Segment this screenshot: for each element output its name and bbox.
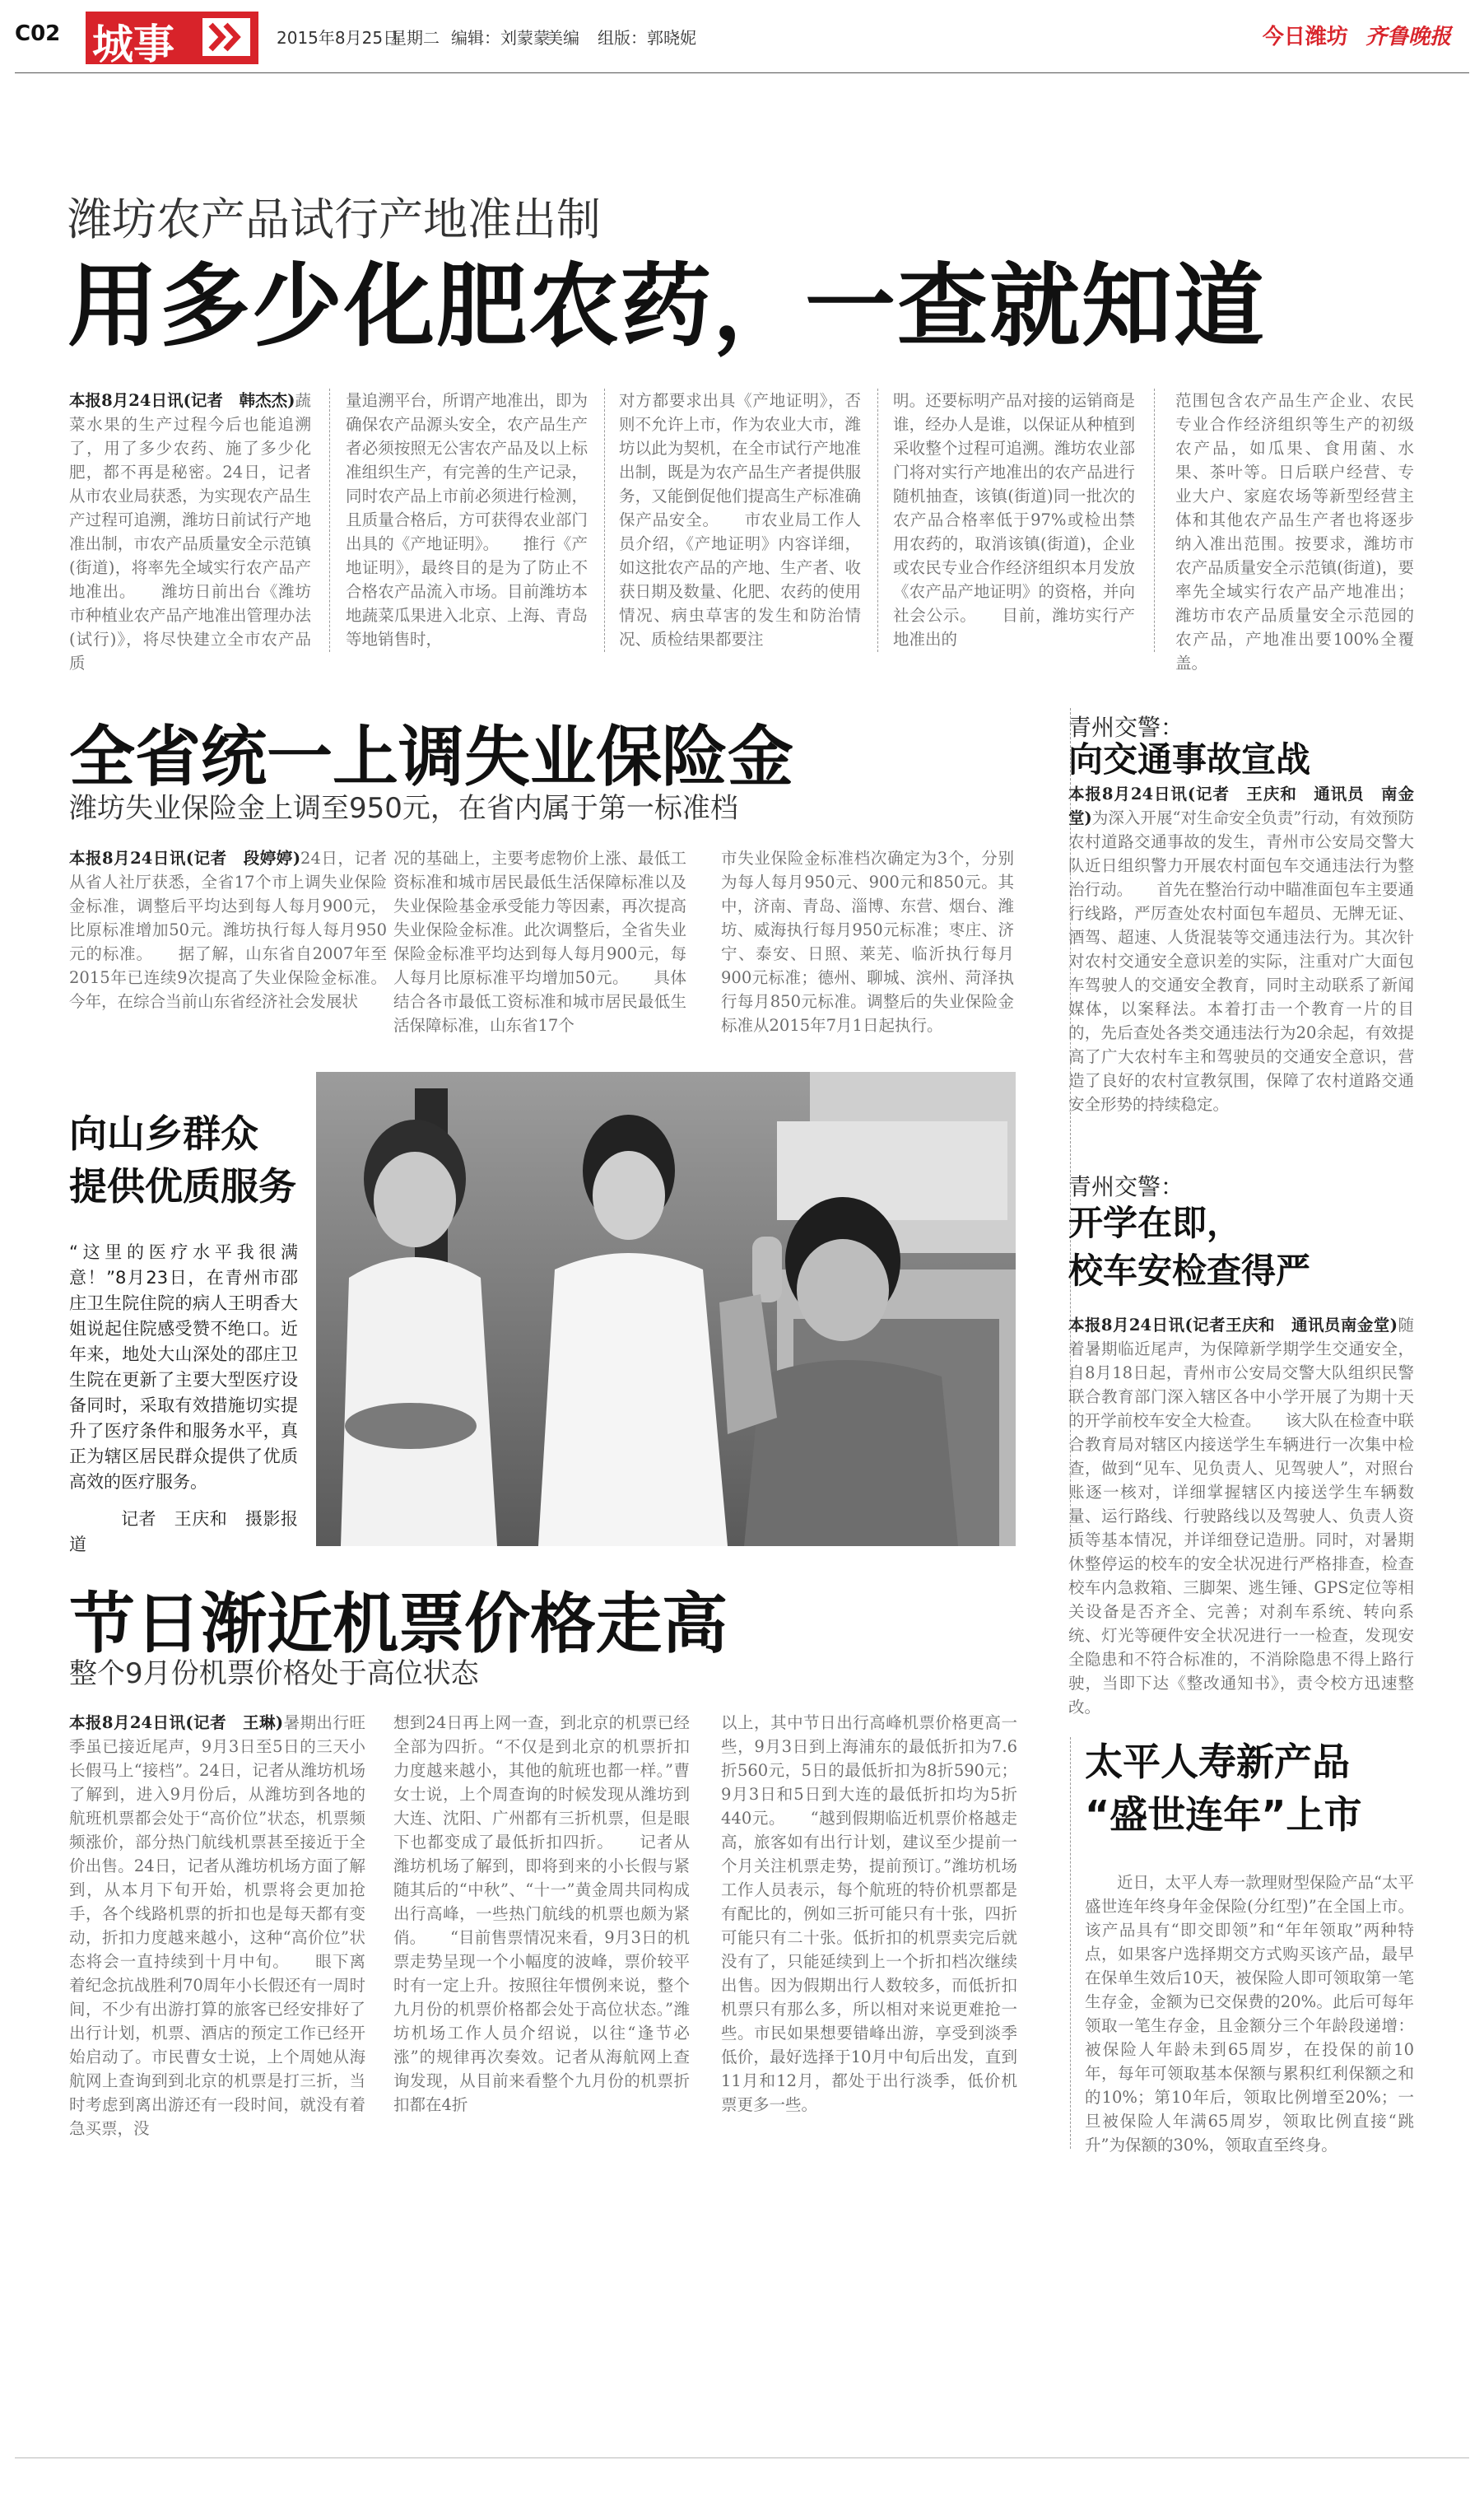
sidebar-divider [1070, 1737, 1071, 2149]
page-number: C02 [15, 21, 61, 46]
lead-column-3: 对方都要求出具《产地证明》，否则不允许上市，作为农业大市，潍坊以此为契机，在全市试行产地准出制，既是为农产品生产者提供服务，又能倒促他们提高生产标准确保产品安全。 市农业局工作人员介绍，《产地证明》内容详细，如这批农产品的产地、生产者、收获日期及数量、化肥、农药的使用情况、病虫草害的发生和防治情况、质检结果都要注 [619, 391, 861, 649]
side1-text: 为深入开展“对生命安全负责”行动，有效预防农村道路交通事故的发生，青州市公安局交警大队近日组织警力开展农村面包车交通违法行为整治行动。 首先在整治行动中瞄准面包车主要通行线路，严厉查处农村面包车超员、无牌无证、酒驾、超速、人货混装等交通违法行为。其次针对农村交通安全意识差的实际，注重对广大面包车驾驶人的交通安全教育，同时主动联系了新闻媒体，以案释法。本着打击一个教育一片的目的，先后查处各类交通违法行为20余起，有效提高了广大农村车主和驾驶员的交通安全意识，营造了良好的农村宣教氛围，保障了农村道路交通安全形势的持续稳定。 [1068, 808, 1414, 1114]
lead-column-2: 量追溯平台，所谓产地准出，即为确保农产品源头安全，农产品生产者必须按照无公害农产品及以上标准组织生产，有完善的生产记录，同时农产品上市前必须进行检测，且质量合格后，方可获得农业部门出具的《产地证明》。 推行《产地证明》，最终目的是为了防止不合格农产品流入市场。目前潍坊本地蔬菜瓜果进入北京、上海、青岛等地销售时， [346, 391, 588, 649]
paper-logo: 齐鲁晚报 [1365, 25, 1451, 49]
column-divider [604, 389, 605, 652]
side2-body [1068, 1313, 1414, 1725]
insurance-col1-text: 24日，记者从省人社厅获悉，全省17个市上调失业保险金标准，调整后平均达到每人每月900元，比原标准增加50元。潍坊执行每人每月950元的标准。 据了解，山东省自2007年至2015年已连续9次提高了失业保险金标准。今年，在综合当前山东省经济社会发展状 [69, 849, 387, 1011]
brand [1263, 20, 1451, 50]
photo-credit: 记者 王庆和 摄影报道 [69, 1509, 298, 1554]
column-divider [877, 389, 878, 652]
footer-rule [15, 2457, 1469, 2458]
side2-headline [1068, 1200, 1310, 1295]
brand-section: 今日潍坊 [1262, 25, 1348, 49]
side1-headline: 向交通事故宣战 [1068, 739, 1311, 780]
side3-title-line1: 太平人寿新产品 [1085, 1740, 1350, 1784]
art-credit: 美编 [547, 28, 579, 48]
issue-date: 2015年8月25日 [277, 28, 400, 48]
insurance-column-3: 市失业保险金标准档次确定为3个，分别为每人每月950元、900元和850元。其中，济南、青岛、淄博、东营、烟台、潍坊、威海执行每月950元标准；枣庄、济宁、泰安、日照、莱芜、临沂执行每月900元标准；德州、聊城、滨州、菏泽执行每月850元标准。调整后的失业保险金标准从2015年7月1日起执行。 [721, 849, 1014, 1035]
side3-headline [1085, 1735, 1361, 1841]
issue-weekday: 星期二 [390, 28, 440, 48]
photo-title-line2: 提供优质服务 [69, 1164, 296, 1209]
side2-dateline: 本报8月24日讯(记者王庆和 通讯员南金堂) [1068, 1316, 1398, 1335]
lead-column-4: 明。还要标明产品对接的运销商是谁，经办人是谁，以保证从种植到采收整个过程可追溯。潍坊农业部门将对实行产地准出的农产品进行随机抽查，该镇(街道)同一批次的农产品合格率低于97%或检出禁用农药的，取消该镇(街道)，企业或农民专业合作经济组织本月发放《农产品产地证明》的资格，并向社会公示。 目前，潍坊实行产地准出的 [893, 391, 1135, 649]
lead-col1-text: 蔬菜水果的生产过程今后也能追溯了，用了多少农药、施了多少化肥，都不再是秘密。24日，记者从市农业局获悉，为实现农产品生产过程可追溯，潍坊日前试行产地准出制，市农产品质量安全示范镇(街道)，将率先全域实行农产品产地准出。 潍坊日前出台《潍坊市种植业农产品产地准出管理办法(试行)》，将尽快建立全市农产品质 [69, 391, 311, 673]
photo-title-line1: 向山乡群众 [69, 1111, 258, 1156]
insurance-column-2: 况的基础上，主要考虑物价上涨、最低工资标准和城市居民最低生活保障标准以及失业保险基金承受能力等因素，再次提高失业保险金标准。此次调整后，全省失业保险金标准平均达到每人每月900元，每人每月比原标准平均增加50元。 具体结合各市最低工资标准和城市居民最低生活保障标准，山东省17个 [393, 849, 686, 1035]
photo-story-headline [69, 1107, 296, 1213]
side1-body [1068, 782, 1414, 1136]
side3-title-line2: “盛世连年”上市 [1085, 1792, 1362, 1837]
insurance-dateline: 本报8月24日讯(记者 段婷婷) [69, 849, 301, 868]
airfare-column-3: 以上，其中节日出行高峰机票价格更高一些，9月3日到上海浦东的最低折扣为7.6折560元，5日的最低折扣为8折590元；9月3日和5日到大连的最低折扣均为5折440元。 “越到假期临近机票价格越走高，旅客如有出行计划，建议至少提前一个月关注机票走势，提前预订。”潍坊机场工作人员表示，每个航班的特价机票都是有配比的，例如三折可能只有十张，四折可能只有二十张。低折扣的机票卖完后就没有了，只能延续到上一个折扣档次继续出售。因为假期出行人数较多，而低折扣机票只有那么多，所以相对来说更难抢一些。市民如果想要错峰出游，享受到淡季低价，最好选择于10月中旬后出发，直到11月和12月，都处于出行淡季，低价机票更多一些。 [721, 1713, 1017, 2114]
column-divider [1154, 389, 1155, 652]
lead-kicker: 潍坊农产品试行产地准出制 [67, 193, 601, 245]
airfare-dateline: 本报8月24日讯(记者 王琳) [69, 1713, 284, 1732]
header-rule [15, 72, 1469, 73]
page-header [0, 0, 1484, 66]
column-divider [329, 389, 330, 652]
airfare-headline: 节日渐近机票价格走高 [69, 1586, 728, 1662]
airfare-col1-text: 暑期出行旺季虽已接近尾声，9月3日至5日的三天小长假马上“接档”。24日，记者从潍坊机场了解到，进入9月份后，从潍坊到各地的航班机票都会处于“高价位”状态，机票频频涨价，部分热门航线机票甚至接近于全价出售。24日，记者从潍坊机场方面了解到，从本月下旬开始，机票将会更加抢手，各个线路机票的折扣也是每天都有变动，折扣力度越来越小，这种“高价位”状态将会一直持续到十月中旬。 眼下离着纪念抗战胜利70周年小长假还有一周时间，不少有出游打算的旅客已经安排好了出行计划，机票、酒店的预定工作已经开始启动了。市民曹女士说，上个周她从海航网上查询到到北京的机票是打三折，当时考虑到离出游还有一段时间，就没有着急买票，没 [69, 1713, 365, 2138]
section-label: 城事 [92, 20, 174, 68]
airfare-column-1 [69, 1711, 365, 2139]
editor-credit: 编辑：刘蒙蒙 [451, 28, 550, 48]
insurance-subtitle: 潍坊失业保险金上调至950元，在省内属于第一标准档 [69, 792, 738, 825]
side1-kicker: 青州交警： [1068, 714, 1184, 741]
side2-title-line1: 开学在即， [1068, 1203, 1242, 1243]
airfare-subtitle: 整个9月份机票价格处于高位状态 [69, 1657, 479, 1690]
photo-caption-text: “这里的医疗水平我很满意！”8月23日，在青州市邵庄卫生院住院的病人王明香大姐说起住院感受赞不绝口。近年来，地处大山深处的邵庄卫生院在更新了主要大型医疗设备同时，采取有效措施切实提升了医疗条件和服务水平，真正为辖区居民群众提供了优质高效的医疗服务。 [69, 1242, 298, 1492]
side3-body: 近日，太平人寿一款理财型保险产品“太平盛世连年终身年金保险(分红型)”在全国上市。该产品具有“即交即领”和“年年领取”两种特点，如果客户选择期交方式购买该产品，最早在保单生效后10天，被保险人即可领取第一笔生存金，金额为已交保费的20%。此后可每年领取一笔生存金，且金额分三个年龄段递增：被保险人年龄未到65周岁，在投保的前10年，每年可领取基本保额与累积红利保额之和的10%；第10年后，领取比例增至20%；一旦被保险人年满65周岁，领取比例直接“跳升”为保额的30%，领取直至终身。 [1085, 1873, 1414, 2155]
layout-credit: 组版：郭晓妮 [598, 28, 696, 48]
insurance-headline: 全省统一上调失业保险金 [69, 719, 793, 795]
insurance-column-1 [69, 846, 387, 1044]
double-chevron-icon [202, 18, 250, 56]
airfare-column-2: 想到24日再上网一查，到北京的机票已经全部为四折。“不仅是到北京的机票折扣力度越来越小，其他的航班也都一样。”曹女士说，上个周查询的时候发现从潍坊到大连、沈阳、广州都有三折机票，但是眼下也都变成了最低折扣四折。 记者从潍坊机场了解到，即将到来的小长假与紧随其后的“中秋”、“十一”黄金周共同构成出行高峰，一些热门航线的机票也颇为紧俏。 “目前售票情况来看，9月3日的机票走势呈现一个小幅度的波峰，票价较平时有一定上升。按照往年惯例来说，整个九月份的机票价格都会处于高位状态。”潍坊机场工作人员介绍说，以往“逢节必涨”的规律再次奏效。记者从海航网上查询发现，从目前来看整个九月份的机票折扣都在4折 [393, 1713, 690, 2114]
hospital-photo [316, 1072, 1016, 1546]
lead-column-5: 范围包含农产品生产企业、农民专业合作经济组织等生产的初级农产品，如瓜果、食用菌、水果、茶叶等。日后联户经营、专业大户、家庭农场等新型经营主体和其他农产品生产者也将逐步纳入准出范围。按要求，潍坊市农产品质量安全示范镇(街道)，要率先全域实行农产品产地准出；潍坊市农产品质量安全示范园的农产品，产地准出要100%全覆盖。 [1175, 391, 1414, 673]
lead-headline: 用多少化肥农药，一查就知道 [67, 254, 1266, 359]
side2-title-line2: 校车安检查得严 [1068, 1251, 1311, 1291]
lead-dateline: 本报8月24日讯(记者 韩杰杰) [69, 391, 295, 410]
side2-text: 随着暑期临近尾声，为保障新学期学生交通安全，自8月18日起，青州市公安局交警大队组织民警联合教育部门深入辖区各中小学开展了为期十天的开学前校车安全大检查。 该大队在检查中联合教育局对辖区内接送学生车辆进行一次集中检查，做到“见车、见负责人、见驾驶人”，对照台账逐一核对，详细掌握辖区内接送学生车辆数量、运行路线、行驶路线以及驾驶人、负责人资质等基本情况，并详细登记造册。同时，对暑期休整停运的校车的安全状况进行严格排查，检查校车内急救箱、三脚架、逃生锤、GPS定位等相关设备是否齐全、完善；对刹车系统、转向系统、灯光等硬件安全状况进行一一检查，发现安全隐患和不符合标准的，不消除隐患不得上路行驶，当即下达《整改通知书》，责令校方迅速整改。 [1068, 1316, 1414, 1717]
side1-dateline: 本报8月24日讯(记者 王庆和 通讯员 南金堂) [1068, 785, 1414, 827]
photo-caption [69, 1240, 298, 1558]
lead-column-1 [69, 389, 311, 673]
side2-kicker: 青州交警： [1068, 1173, 1184, 1200]
